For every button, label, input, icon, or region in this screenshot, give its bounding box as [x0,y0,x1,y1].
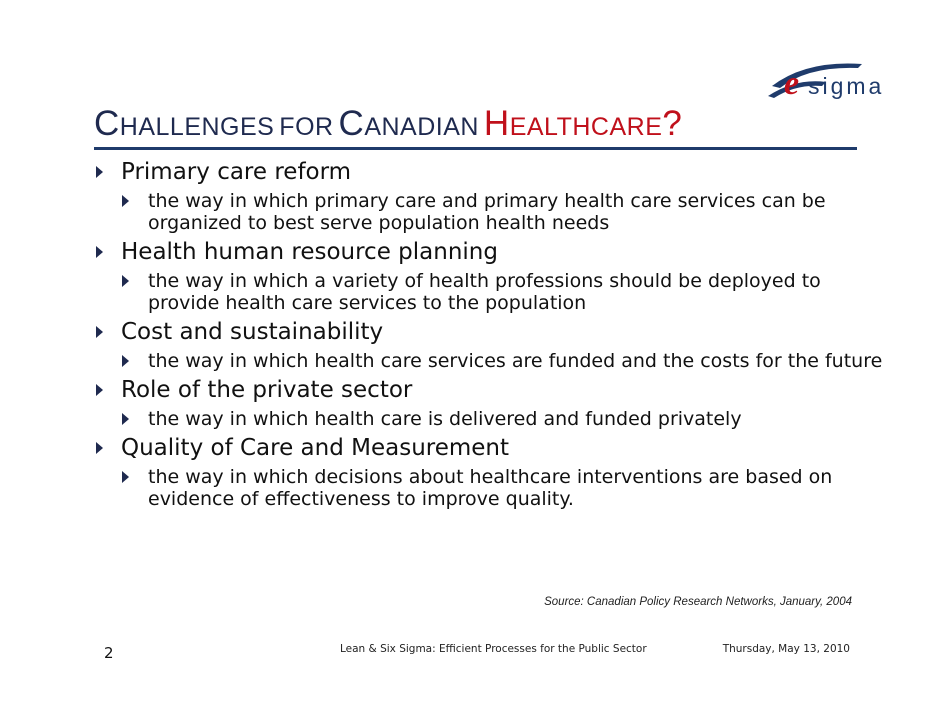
triangle-bullet-icon [122,190,132,212]
triangle-bullet-icon [122,408,132,430]
bullet-detail [96,350,886,372]
title-text: FOR [279,113,334,141]
bullet-heading-text: Quality of Care and Measurement [121,435,510,461]
logo-text: sigma [808,73,885,99]
bullet-detail-text: the way in which decisions about healthcare interventions are based on evidence of effectiveness to improve quality. [148,466,833,510]
bullet-heading [96,157,886,187]
bullet-section [96,157,886,234]
bullet-heading [96,433,886,463]
bullet-detail [96,408,886,430]
bullet-section [96,433,886,510]
bullet-heading [96,317,886,347]
title-letter: C [94,104,120,143]
bullet-detail-text: the way in which health care is delivered and funded privately [148,408,742,430]
footer-title: Lean & Six Sigma: Efficient Processes for the Public Sector [340,643,647,655]
esigma-logo [766,56,906,106]
bullet-detail-text: the way in which primary care and primary health care services can be organized to best serve population health needs [148,190,826,234]
triangle-bullet-icon [96,157,106,187]
page-title [94,104,682,144]
bullet-heading-text: Primary care reform [121,159,352,185]
title-text: HALLENGES [119,113,275,141]
triangle-bullet-icon [96,317,106,347]
title-text-accent: EALTHCARE [509,113,663,141]
source-citation: Source: Canadian Policy Research Networks, January, 2004 [544,596,852,608]
bullet-list [96,156,886,513]
triangle-bullet-icon [96,433,106,463]
bullet-heading [96,375,886,405]
bullet-detail [96,466,886,510]
slide-number: 2 [104,644,114,662]
title-letter: C [338,104,365,143]
bullet-heading-text: Health human resource planning [121,239,498,265]
bullet-detail [96,270,886,314]
triangle-bullet-icon [122,350,132,372]
bullet-section [96,237,886,314]
bullet-detail-text: the way in which a variety of health professions should be deployed to provide health care services to the population [148,270,821,314]
title-divider [94,147,857,150]
bullet-heading-text: Role of the private sector [121,377,413,403]
bullet-section [96,375,886,430]
footer-date: Thursday, May 13, 2010 [722,643,850,655]
bullet-heading [96,237,886,267]
triangle-bullet-icon [122,270,132,292]
title-letter-accent: H [483,104,510,143]
bullet-detail-text: the way in which health care services are funded and the costs for the future [148,350,883,372]
triangle-bullet-icon [122,466,132,488]
title-question-mark: ? [662,104,683,143]
bullet-section [96,317,886,372]
bullet-heading-text: Cost and sustainability [121,319,384,345]
triangle-bullet-icon [96,375,106,405]
title-text: ANADIAN [364,113,479,141]
bullet-detail [96,190,886,234]
logo-prefix: e [784,65,800,102]
triangle-bullet-icon [96,237,106,267]
